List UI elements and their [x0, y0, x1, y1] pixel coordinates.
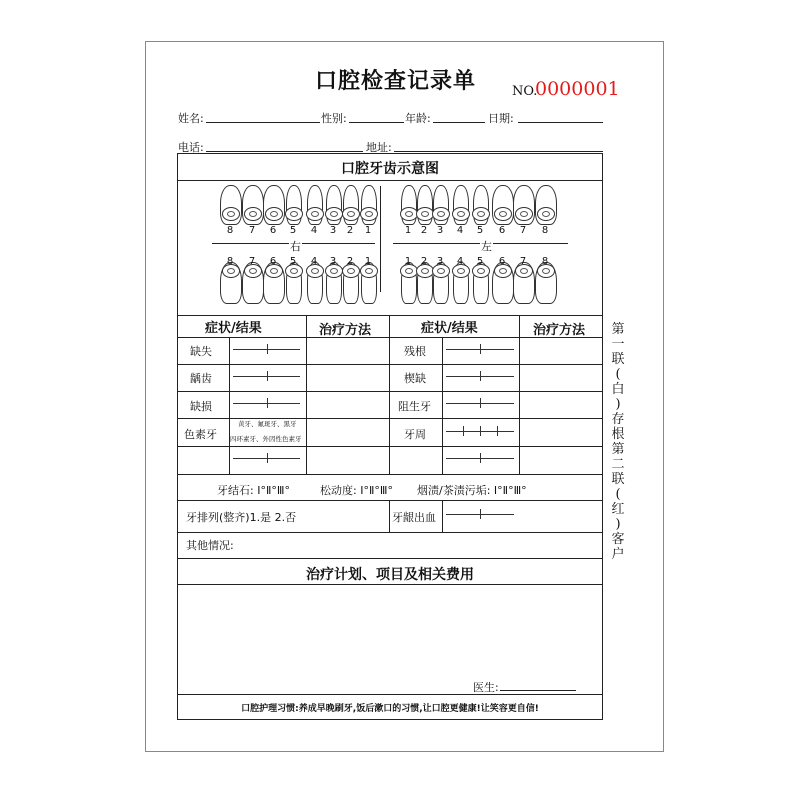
- serial-number: 0000001: [535, 78, 620, 100]
- tooth-number: 8: [226, 256, 234, 267]
- tooth-number: 3: [436, 256, 444, 267]
- tooth-number: 5: [476, 225, 484, 236]
- result-tick: [463, 426, 464, 436]
- header-treatment-left: 治疗方法: [319, 323, 372, 338]
- tooth-crown: [452, 207, 470, 221]
- other-label: 其他情况:: [186, 539, 234, 552]
- tooth-crown: [222, 207, 240, 221]
- header-symptom-right: 症状/结果: [421, 321, 478, 336]
- pigment-note-2: 四环素牙、外因性色素牙: [230, 435, 302, 443]
- address-field[interactable]: [394, 151, 603, 152]
- tooth-number: 5: [476, 256, 484, 267]
- row-caries: 龋齿: [190, 372, 212, 385]
- pigment-note-1: 黄牙、氟斑牙、黑牙: [238, 420, 297, 428]
- result-tick: [480, 344, 481, 354]
- tooth-number: 2: [346, 225, 354, 236]
- side-note-char: 红: [611, 502, 625, 517]
- date-field[interactable]: [518, 122, 603, 123]
- row-impacted: 阻生牙: [398, 400, 431, 413]
- tooth-number: 7: [519, 225, 527, 236]
- page-title: 口腔检查记录单: [315, 69, 477, 94]
- header-symptom-left: 症状/结果: [205, 321, 262, 336]
- result-tick: [267, 371, 268, 381]
- gender-field[interactable]: [349, 122, 404, 123]
- tooth-number: 3: [329, 256, 337, 267]
- tooth-number: 5: [289, 256, 297, 267]
- tooth-number: 7: [519, 256, 527, 267]
- plan-title: 治疗计划、项目及相关费用: [306, 567, 474, 583]
- tooth-crown: [285, 207, 303, 221]
- right-label: 右: [290, 240, 301, 253]
- tooth-crown: [432, 207, 450, 221]
- side-note-char: 一: [611, 337, 625, 352]
- side-note-char: 户: [611, 547, 625, 562]
- left-label: 左: [481, 240, 492, 253]
- age-field[interactable]: [433, 122, 485, 123]
- diagram-title: 口腔牙齿示意图: [341, 161, 439, 177]
- tooth-number: 3: [329, 225, 337, 236]
- age-label: 年龄:: [405, 112, 431, 125]
- address-label: 地址:: [366, 141, 392, 154]
- tooth-crown: [494, 207, 512, 221]
- result-tick: [267, 453, 268, 463]
- row-residual-root: 残根: [404, 345, 426, 358]
- row-wedge-defect: 楔缺: [404, 372, 426, 385]
- alignment-field[interactable]: 牙排列(整齐)1.是 2.否: [186, 511, 297, 524]
- side-note-char: (: [615, 367, 621, 382]
- footer-note: 口腔护理习惯:养成早晚刷牙,饭后漱口的习惯,让口腔更健康!让笑容更自信!: [241, 704, 539, 714]
- phone-label: 电话:: [178, 141, 204, 154]
- tooth-number: 6: [498, 225, 506, 236]
- tooth-number: 5: [289, 225, 297, 236]
- row-missing: 缺失: [190, 345, 212, 358]
- row-periodontal: 牙周: [404, 428, 426, 441]
- result-tick: [480, 426, 481, 436]
- tooth-number: 3: [436, 225, 444, 236]
- doctor-label: 医生:: [473, 681, 499, 694]
- row-pigment: 色素牙: [184, 428, 217, 441]
- side-note-char: 第: [611, 442, 625, 457]
- name-label: 姓名:: [178, 112, 204, 125]
- tooth-number: 8: [541, 256, 549, 267]
- calculus-grade[interactable]: 牙结石: Ⅰ°Ⅱ°Ⅲ°: [217, 484, 290, 497]
- tooth-crown: [306, 207, 324, 221]
- phone-field[interactable]: [206, 151, 363, 152]
- result-tick: [480, 453, 481, 463]
- doctor-field[interactable]: [500, 690, 576, 691]
- side-note-char: 第: [611, 322, 625, 337]
- row-defect: 缺损: [190, 400, 212, 413]
- side-note-char: 根: [611, 427, 625, 442]
- tooth-number: 6: [498, 256, 506, 267]
- tooth-number: 1: [404, 225, 412, 236]
- tooth-number: 4: [456, 256, 464, 267]
- stain-grade[interactable]: 烟渍/茶渍污垢: Ⅰ°Ⅱ°Ⅲ°: [417, 484, 527, 497]
- tooth-number: 1: [404, 256, 412, 267]
- tooth-crown: [265, 207, 283, 221]
- tooth-number: 2: [346, 256, 354, 267]
- side-note-char: (: [615, 487, 621, 502]
- tooth-crown: [537, 207, 555, 221]
- serial-prefix: NO.: [512, 84, 538, 99]
- result-tick: [480, 371, 481, 381]
- tooth-number: 8: [541, 225, 549, 236]
- side-note-char: 存: [611, 412, 625, 427]
- side-note-char: 联: [611, 472, 625, 487]
- result-tick: [267, 344, 268, 354]
- side-note-char: 联: [611, 352, 625, 367]
- header-treatment-right: 治疗方法: [533, 323, 586, 338]
- side-note-char: ): [615, 517, 621, 532]
- tooth-number: 2: [420, 225, 428, 236]
- tooth-number: 7: [248, 225, 256, 236]
- tooth-crown: [472, 207, 490, 221]
- side-note-char: 客: [611, 532, 625, 547]
- side-note-char: 白: [611, 382, 625, 397]
- gender-label: 性别:: [321, 112, 347, 125]
- tooth-crown: [325, 207, 343, 221]
- tooth-crown: [244, 207, 262, 221]
- result-tick: [497, 426, 498, 436]
- tooth-number: 8: [226, 225, 234, 236]
- tooth-crown: [360, 207, 378, 221]
- tooth-number: 6: [269, 256, 277, 267]
- tooth-number: 4: [310, 256, 318, 267]
- tooth-crown: [342, 207, 360, 221]
- gum-bleeding-label: 牙龈出血: [392, 511, 436, 524]
- tooth-number: 1: [364, 256, 372, 267]
- tooth-number: 7: [248, 256, 256, 267]
- tooth-number: 6: [269, 225, 277, 236]
- side-note-char: ): [615, 397, 621, 412]
- tooth-number: 1: [364, 225, 372, 236]
- side-note: [608, 322, 628, 562]
- result-tick: [480, 398, 481, 408]
- tooth-number: 4: [310, 225, 318, 236]
- date-label: 日期:: [488, 112, 514, 125]
- name-field[interactable]: [206, 122, 320, 123]
- mobility-grade[interactable]: 松动度: Ⅰ°Ⅱ°Ⅲ°: [320, 484, 393, 497]
- side-note-char: 二: [611, 457, 625, 472]
- result-tick: [480, 509, 481, 519]
- tooth-crown: [515, 207, 533, 221]
- result-tick: [267, 398, 268, 408]
- tooth-number: 2: [420, 256, 428, 267]
- tooth-number: 4: [456, 225, 464, 236]
